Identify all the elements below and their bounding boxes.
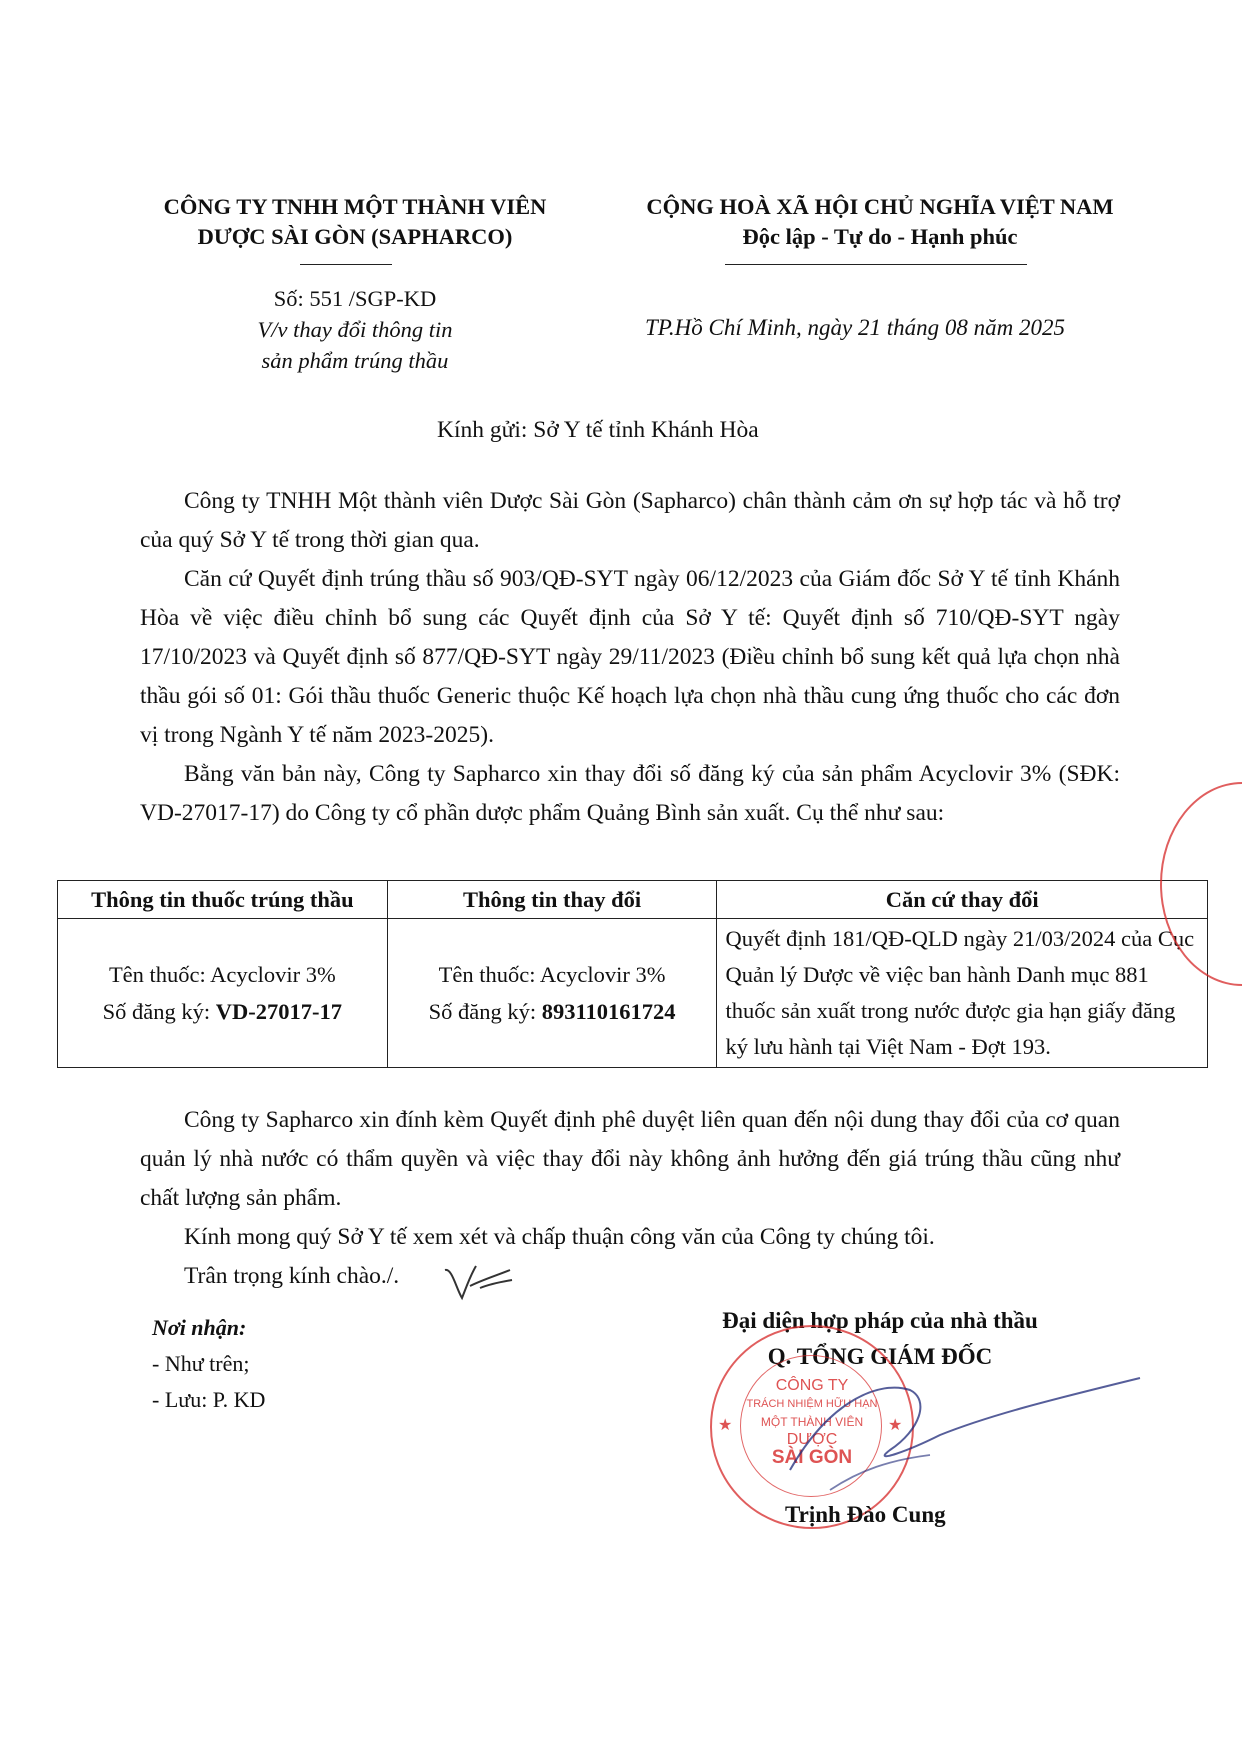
- header-changed-info: Thông tin thay đổi: [387, 881, 717, 919]
- paragraph-thanks: Công ty TNHH Một thành viên Dược Sài Gòn (Sapharco) chân thành cảm ơn sự hợp tác và hỗ trợ của quý Sở Y tế trong thời gian qua.: [140, 488, 1120, 553]
- document-reference: [200, 283, 510, 376]
- body-closing: [140, 1101, 1120, 1296]
- new-registration: [394, 993, 711, 1030]
- cell-basis: Quyết định 181/QĐ-QLD ngày 21/03/2024 của Cục Quản lý Dược về việc ban hành Danh mục 881 thuốc sản xuất trong nước được gia hạn giấy đăng ký lưu hành tại Việt Nam - Đợt 193.: [717, 919, 1208, 1068]
- seal-line-1: CÔNG TY: [775, 1377, 849, 1394]
- recipients-title: Nơi nhận:: [152, 1315, 247, 1340]
- handwritten-signature: [770, 1360, 1150, 1520]
- initial-signature: [440, 1258, 520, 1308]
- company-name: [120, 192, 590, 252]
- new-reg-value: 893110161724: [541, 999, 676, 1024]
- place-date: TP.Hồ Chí Minh, ngày 21 tháng 08 năm 2025: [645, 315, 1065, 340]
- seal-line-2: TRÁCH NHIỆM HỮU HẠN: [746, 1398, 878, 1410]
- header-basis: Căn cứ thay đổi: [717, 881, 1208, 919]
- national-slogan: Độc lập - Tự do - Hạnh phúc: [742, 224, 1018, 249]
- old-drug-name: Tên thuốc: Acyclovir 3%: [108, 962, 336, 987]
- subject-line1: V/v thay đổi thông tin: [257, 317, 453, 342]
- header-awarded-info: Thông tin thuốc trúng thầu: [58, 881, 388, 919]
- company-name-line2: DƯỢC SÀI GÒN (SAPHARCO): [197, 224, 513, 249]
- signer-name: Trịnh Đào Cung: [785, 1502, 946, 1527]
- old-reg-value: VD-27017-17: [215, 999, 343, 1024]
- closing-text: Trân trọng kính chào./.: [184, 1263, 400, 1289]
- seal-line-5: SÀI GÒN: [771, 1447, 853, 1468]
- new-reg-label: Số đăng ký:: [428, 999, 542, 1024]
- recipient-item-2: - Lưu: P. KD: [152, 1387, 266, 1412]
- closing-greeting: [140, 1257, 1120, 1296]
- signer-title: Q. TỔNG GIÁM ĐỐC: [767, 1344, 993, 1369]
- seal-line-4: DƯỢC: [786, 1431, 838, 1448]
- subject-line2: sản phẩm trúng thầu: [261, 348, 449, 373]
- cell-awarded-info: [58, 919, 388, 1068]
- old-reg-label: Số đăng ký:: [102, 999, 216, 1024]
- signer-role: Đại diện hợp pháp của nhà thầu: [722, 1308, 1038, 1333]
- table-row: [58, 919, 1208, 1068]
- new-drug-name: Tên thuốc: Acyclovir 3%: [438, 962, 666, 987]
- company-name-line1: CÔNG TY TNHH MỘT THÀNH VIÊN: [163, 194, 547, 219]
- paragraph-attachment: Công ty Sapharco xin đính kèm Quyết định phê duyệt liên quan đến nội dung thay đổi của cơ quan quản lý nhà nước có thẩm quyền và việc thay đổi này không ảnh hưởng đến giá trúng thầu cũng như chất lượng sản phẩm.: [140, 1107, 1120, 1211]
- recipient-line: Kính gửi: Sở Y tế tỉnh Khánh Hòa: [437, 417, 759, 443]
- body-intro: [140, 482, 1120, 833]
- motto-underline: [725, 264, 1027, 265]
- paragraph-legal-basis: Căn cứ Quyết định trúng thầu số 903/QĐ-SYT ngày 06/12/2023 của Giám đốc Sở Y tế tỉnh Khánh Hòa về việc điều chỉnh bổ sung các Quyết định của Sở Y tế: Quyết định số 710/QĐ-SYT ngày 17/10/2023 và Quyết định số 877/QĐ-SYT ngày 29/11/2023 (Điều chỉnh bổ sung kết quả lựa chọn nhà thầu gói số 01: Gói thầu thuốc Generic thuộc Kế hoạch lựa chọn nhà thầu cung ứng thuốc cho các đơn vị trong Ngành Y tế năm 2023-2025).: [140, 566, 1120, 748]
- national-motto: [600, 192, 1160, 252]
- paragraph-change-request: Bằng văn bản này, Công ty Sapharco xin thay đổi số đăng ký của sản phẩm Acyclovir 3% (SĐK: VD-27017-17) do Công ty cổ phần dược phẩm Quảng Bình sản xuất. Cụ thể như sau:: [140, 761, 1120, 826]
- old-registration: [64, 993, 381, 1030]
- seal-line-3: MỘT THÀNH VIÊN: [760, 1415, 864, 1429]
- change-table: [57, 880, 1208, 1068]
- table-header-row: [58, 881, 1208, 919]
- document-number: Số: 551 /SGP-KD: [273, 286, 437, 311]
- seal-star-right: ★: [888, 1417, 903, 1434]
- seal-star-left: ★: [718, 1417, 733, 1434]
- cell-changed-info: [387, 919, 717, 1068]
- company-underline: [300, 264, 392, 265]
- recipients-block: [152, 1310, 265, 1418]
- recipient-item-1: - Như trên;: [152, 1351, 250, 1376]
- paragraph-request: Kính mong quý Sở Y tế xem xét và chấp thuận công văn của Công ty chúng tôi.: [184, 1224, 935, 1250]
- national-title: CỘNG HOÀ XÃ HỘI CHỦ NGHĨA VIỆT NAM: [646, 194, 1114, 219]
